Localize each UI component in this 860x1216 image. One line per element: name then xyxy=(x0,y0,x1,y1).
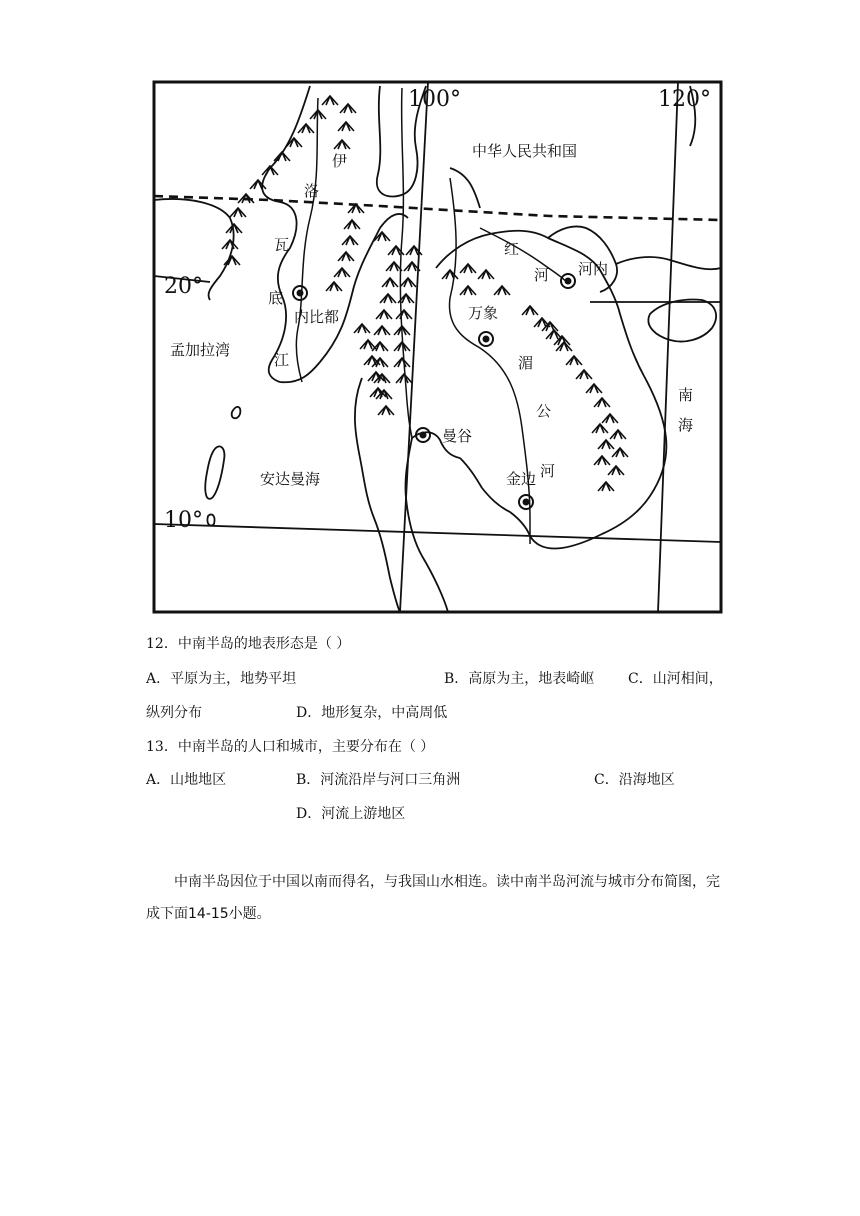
q12-option-b: B．高原为主，地表崎岖 xyxy=(444,671,595,687)
q12-option-c-part2: 纵列分布 xyxy=(146,705,202,721)
naypyidaw-label: 内比都 xyxy=(294,308,340,326)
q12-option-a: A．平原为主，地势平坦 xyxy=(146,671,297,687)
q12-option-c-part1: C．山河相间， xyxy=(628,671,723,687)
hanoi-label: 河内 xyxy=(578,260,609,278)
south-china-sea-label-1: 南 xyxy=(678,386,694,404)
irrawaddy-label-1: 伊 xyxy=(332,152,348,170)
bay-of-bengal-label: 孟加拉湾 xyxy=(170,341,231,359)
q13-option-c: C．沿海地区 xyxy=(594,772,675,788)
mekong-label-3: 河 xyxy=(540,462,556,480)
irrawaddy-label-5: 江 xyxy=(274,351,290,369)
red-river-label-1: 红 xyxy=(504,240,520,258)
irrawaddy-label-4: 底 xyxy=(268,289,284,307)
red-river-label-2: 河 xyxy=(534,266,550,284)
q13-stem: 13．中南半岛的人口和城市，主要分布在（ ） xyxy=(146,739,435,755)
bangkok-label: 曼谷 xyxy=(442,427,473,445)
q12-option-d: D．地形复杂，中高周低 xyxy=(296,705,448,721)
andaman-sea-label: 安达曼海 xyxy=(260,470,321,488)
q13-option-a: A．山地地区 xyxy=(146,772,227,788)
q13-option-b: B．河流沿岸与河口三角洲 xyxy=(296,772,461,788)
q12-stem: 12．中南半岛的地表形态是（ ） xyxy=(146,636,351,652)
latitude-10-label: 10° xyxy=(164,508,203,533)
q13-option-d: D．河流上游地区 xyxy=(296,806,406,822)
irrawaddy-label-3: 瓦 xyxy=(274,236,290,254)
graticule xyxy=(154,82,721,612)
intro-paragraph: 中南半岛因位于中国以南而得名，与我国山水相连。读中南半岛河流与城市分布简图，完成下面14-15小题。 xyxy=(146,874,720,922)
south-china-sea-label-2: 海 xyxy=(678,416,694,434)
irrawaddy-river xyxy=(296,98,318,382)
indochina-map xyxy=(150,78,725,616)
vientiane-label: 万象 xyxy=(468,304,499,322)
longitude-120-label: 120° xyxy=(658,87,711,112)
irrawaddy-label-2: 洛 xyxy=(304,182,320,200)
china-label: 中华人民共和国 xyxy=(472,142,578,160)
latitude-20-label: 20° xyxy=(164,274,203,299)
mekong-label-1: 湄 xyxy=(518,354,534,372)
longitude-100-label: 100° xyxy=(408,87,461,112)
mekong-label-2: 公 xyxy=(536,402,552,420)
red-river xyxy=(480,228,568,284)
phnom-penh-label: 金边 xyxy=(506,470,537,488)
